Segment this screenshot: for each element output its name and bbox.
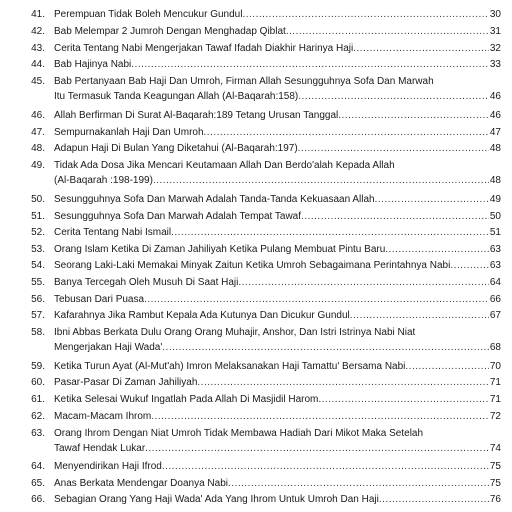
dot-leader <box>385 243 489 257</box>
entry-title: Cerita Tentang Nabi Mengerjakan Tawaf Ifadah Diakhir Harinya Haji <box>54 43 354 54</box>
entry-number: 41. <box>31 9 45 20</box>
entry-line <box>54 493 501 507</box>
entry-page: 51 <box>489 227 501 238</box>
entry-title: Bab Hajinya Nabi <box>54 59 132 70</box>
dot-leader <box>171 226 489 240</box>
entry-page: 71 <box>489 394 501 405</box>
entry-page: 48 <box>489 143 501 154</box>
entry-page: 31 <box>489 26 501 37</box>
entry-line <box>54 442 501 456</box>
entry-title-continued: Mengerjakan Haji Wada' <box>54 342 163 353</box>
dot-leader <box>131 58 489 72</box>
entry-title-continued: (Al-Baqarah :198-199) <box>54 175 153 186</box>
dot-leader <box>242 8 488 22</box>
entry-title: Sempurnakanlah Haji Dan Umroh <box>54 127 204 138</box>
dot-leader <box>379 493 489 507</box>
entry-line <box>54 309 501 323</box>
entry-title: Bab Melempar 2 Jumroh Dengan Menghadap Qiblat <box>54 26 286 37</box>
entry-title: Orang Islam Ketika Di Zaman Jahiliyah Ketika Pulang Membuat Pintu Baru <box>54 244 386 255</box>
entry-page: 63 <box>489 244 501 255</box>
entry-number: 53. <box>31 244 45 255</box>
entry-title: Bab Pertanyaan Bab Haji Dan Umroh, Firman Allah Sesungguhnya Sofa Dan Marwah <box>54 76 434 87</box>
entry-line <box>54 376 501 390</box>
entry-page: 49 <box>489 194 501 205</box>
dot-leader <box>197 376 488 390</box>
entry-line <box>54 276 501 290</box>
entry-line <box>54 341 501 355</box>
dot-leader <box>450 259 489 273</box>
entry-title: Ibni Abbas Berkata Dulu Orang Orang Muhajir, Anshor, Dan Istri Istrinya Nabi Niat <box>54 327 416 338</box>
entry-page: 64 <box>489 277 501 288</box>
entry-number: 60. <box>31 377 45 388</box>
dot-leader <box>145 442 489 456</box>
entry-page: 71 <box>489 377 501 388</box>
entry-title: Sesungguhnya Sofa Dan Marwah Adalah Tempat Tawaf <box>54 211 302 222</box>
entry-number: 56. <box>31 294 45 305</box>
entry-page: 46 <box>489 91 501 102</box>
entry-line <box>54 193 501 207</box>
entry-number: 49. <box>31 160 45 171</box>
dot-leader <box>318 393 488 407</box>
dot-leader <box>153 174 489 188</box>
entry-number: 42. <box>31 26 45 37</box>
entry-number: 66. <box>31 494 45 505</box>
entry-number: 51. <box>31 211 45 222</box>
entry-line <box>54 427 501 441</box>
entry-title: Adapun Haji Di Bulan Yang Diketahui (Al-Baqarah:197) <box>54 143 298 154</box>
entry-line <box>54 126 501 140</box>
entry-number: 57. <box>31 310 45 321</box>
entry-page: 66 <box>489 294 501 305</box>
entry-title: Banya Tercegah Oleh Musuh Di Saat Haji <box>54 277 239 288</box>
entry-number: 44. <box>31 59 45 70</box>
entry-line <box>54 159 501 173</box>
entry-title-continued: Itu Termasuk Tanda Keagungan Allah (Al-Baqarah:158) <box>54 91 299 102</box>
entry-number: 47. <box>31 127 45 138</box>
entry-line <box>54 226 501 240</box>
entry-title: Orang Ihrom Dengan Niat Umroh Tidak Membawa Hadiah Dari Mikot Maka Setelah <box>54 428 424 439</box>
entry-number: 58. <box>31 327 45 338</box>
entry-title: Sebagian Orang Yang Haji Wada' Ada Yang Ihrom Untuk Umroh Dan Haji <box>54 494 379 505</box>
entry-title: Sesungguhnya Sofa Dan Marwah Adalah Tanda-Tanda Kekuasaan Allah <box>54 194 375 205</box>
entry-number: 54. <box>31 260 45 271</box>
dot-leader <box>338 109 489 123</box>
entry-number: 61. <box>31 394 45 405</box>
entry-title: Pasar-Pasar Di Zaman Jahiliyah <box>54 377 198 388</box>
entry-page: 68 <box>489 342 501 353</box>
entry-title: Tebusan Dari Puasa <box>54 294 145 305</box>
entry-page: 33 <box>489 59 501 70</box>
entry-line <box>54 58 501 72</box>
entry-number: 52. <box>31 227 45 238</box>
entry-number: 45. <box>31 76 45 87</box>
entry-page: 50 <box>489 211 501 222</box>
entry-page: 46 <box>489 110 501 121</box>
entry-number: 46. <box>31 110 45 121</box>
entry-line <box>54 326 501 340</box>
entry-line <box>54 243 501 257</box>
dot-leader <box>286 25 489 39</box>
entry-line <box>54 259 501 273</box>
entry-line <box>54 360 501 374</box>
entry-title: Cerita Tentang Nabi Ismail <box>54 227 172 238</box>
entry-line <box>54 393 501 407</box>
entry-number: 59. <box>31 361 45 372</box>
entry-line <box>54 460 501 474</box>
entry-title: Anas Berkata Mendengar Doanya Nabi <box>54 478 228 489</box>
entry-line <box>54 75 501 89</box>
entry-page: 48 <box>489 175 501 186</box>
dot-leader <box>353 42 489 56</box>
entry-number: 65. <box>31 478 45 489</box>
dot-leader <box>238 276 489 290</box>
entry-line <box>54 174 501 188</box>
entry-line <box>54 42 501 56</box>
entry-page: 63 <box>489 260 501 271</box>
entry-title: Allah Berfirman Di Surat Al-Baqarah:189 Tetang Urusan Tanggal <box>54 110 339 121</box>
entry-number: 64. <box>31 461 45 472</box>
entry-line <box>54 109 501 123</box>
entry-line <box>54 293 501 307</box>
entry-number: 43. <box>31 43 45 54</box>
entry-title: Ketika Turun Ayat (Al-Mut'ah) Imron Melaksanakan Haji Tamattu' Bersama Nabi <box>54 361 406 372</box>
entry-page: 67 <box>489 310 501 321</box>
entry-title: Ketika Selesai Wukuf Ingatlah Pada Allah Di Masjidil Harom <box>54 394 319 405</box>
entry-line <box>54 90 501 104</box>
entry-line <box>54 25 501 39</box>
entry-number: 62. <box>31 411 45 422</box>
entry-line <box>54 8 501 22</box>
entry-page: 72 <box>489 411 501 422</box>
entry-page: 47 <box>489 127 501 138</box>
entry-title: Macam-Macam Ihrom <box>54 411 152 422</box>
entry-line <box>54 210 501 224</box>
entry-title: Kafarahnya Jika Rambut Kepala Ada Kutunya Dan Dicukur Gundul <box>54 310 350 321</box>
entry-page: 32 <box>489 43 501 54</box>
entry-number: 48. <box>31 143 45 154</box>
dot-leader <box>405 360 488 374</box>
dot-leader <box>162 341 489 355</box>
dot-leader <box>298 90 489 104</box>
entry-title: Seorang Laki-Laki Memakai Minyak Zaitun Ketika Umroh Sebagaimana Perintahnya Nabi <box>54 260 451 271</box>
entry-line <box>54 410 501 424</box>
entry-page: 74 <box>489 443 501 454</box>
dot-leader <box>144 293 489 307</box>
entry-line <box>54 477 501 491</box>
dot-leader <box>228 477 489 491</box>
entry-number: 63. <box>31 428 45 439</box>
dot-leader <box>204 126 489 140</box>
entry-page: 70 <box>489 361 501 372</box>
dot-leader <box>162 460 489 474</box>
entry-page: 75 <box>489 478 501 489</box>
entry-title: Menyendirikan Haji Ifrod <box>54 461 162 472</box>
entry-page: 30 <box>489 9 501 20</box>
entry-title: Tidak Ada Dosa Jika Mencari Keutamaan Allah Dan Berdo'alah Kepada Allah <box>54 160 395 171</box>
entry-title-continued: Tawaf Hendak Lukar <box>54 443 146 454</box>
entry-line <box>54 142 501 156</box>
dot-leader <box>350 309 489 323</box>
dot-leader <box>298 142 489 156</box>
dot-leader <box>151 410 489 424</box>
dot-leader <box>375 193 489 207</box>
entry-number: 50. <box>31 194 45 205</box>
entry-title: Perempuan Tidak Boleh Mencukur Gundul <box>54 9 243 20</box>
dot-leader <box>301 210 489 224</box>
entry-number: 55. <box>31 277 45 288</box>
entry-page: 76 <box>489 494 501 505</box>
entry-page: 75 <box>489 461 501 472</box>
